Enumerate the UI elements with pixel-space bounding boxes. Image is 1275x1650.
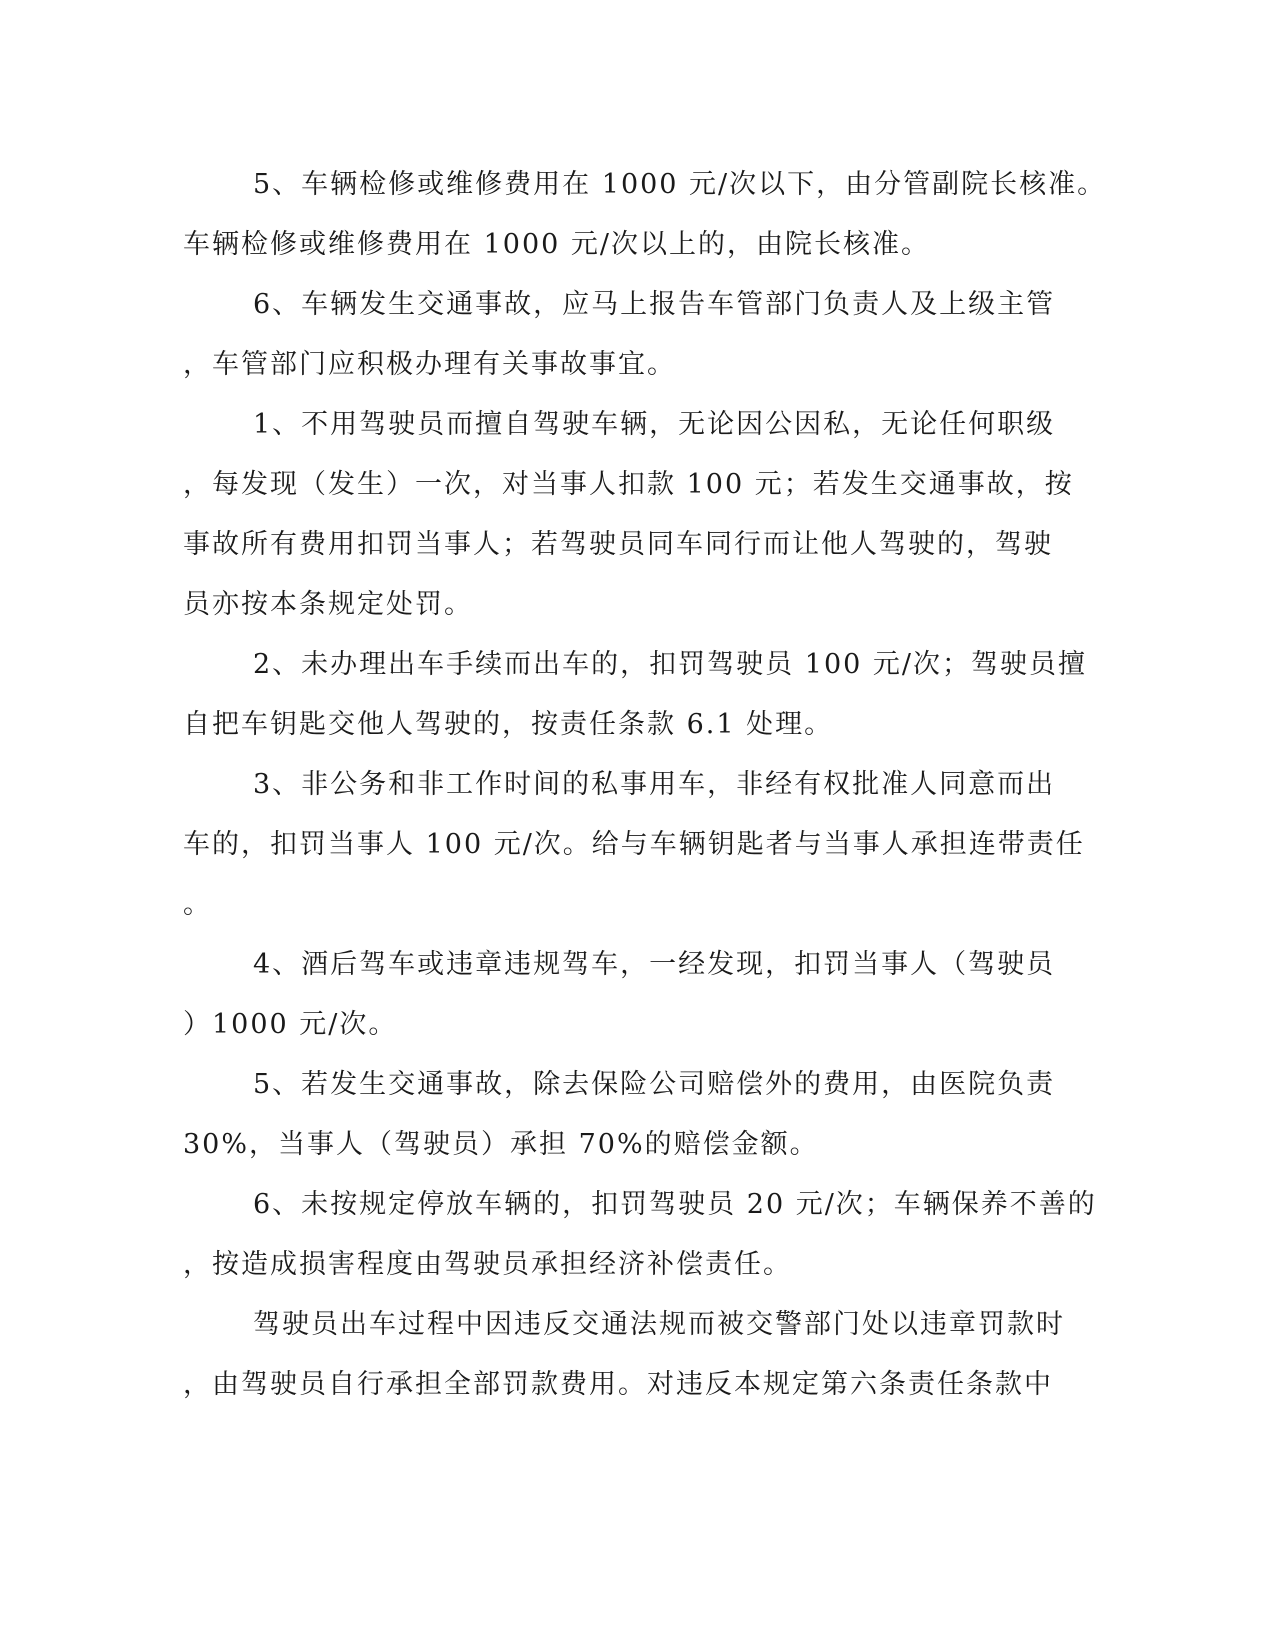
text-line: ，按造成损害程度由驾驶员承担经济补偿责任。 [183,1249,792,1280]
text-line: 6、未按规定停放车辆的，扣罚驾驶员 20 元/次；车辆保养不善的 [253,1189,1097,1220]
text-line: 30%，当事人（驾驶员）承担 70%的赔偿金额。 [183,1129,819,1160]
text-line: ，每发现（发生）一次，对当事人扣款 100 元；若发生交通事故，按 [183,469,1074,500]
text-line: ）1000 元/次。 [183,1009,398,1040]
text-line: 2、未办理出车手续而出车的，扣罚驾驶员 100 元/次；驾驶员擅 [253,649,1087,680]
text-line: 5、若发生交通事故，除去保险公司赔偿外的费用，由医院负责 [253,1069,1056,1100]
document-body [183,155,1107,1415]
text-line: 驾驶员出车过程中因违反交通法规而被交警部门处以违章罚款时 [253,1309,1065,1340]
text-line: 6、车辆发生交通事故，应马上报告车管部门负责人及上级主管 [253,289,1056,320]
text-line: 员亦按本条规定处罚。 [183,589,473,620]
text-line: 3、非公务和非工作时间的私事用车，非经有权批准人同意而出 [253,769,1056,800]
text-line: ，由驾驶员自行承担全部罚款费用。对违反本规定第六条责任条款中 [183,1369,1053,1400]
text-line: 。 [183,889,212,920]
text-line: 1、不用驾驶员而擅自驾驶车辆，无论因公因私，无论任何职级 [253,409,1056,440]
text-line: 车的，扣罚当事人 100 元/次。给与车辆钥匙者与当事人承担连带责任 [183,829,1085,860]
text-line: 自把车钥匙交他人驾驶的，按责任条款 6.1 处理。 [183,709,834,740]
text-line: 事故所有费用扣罚当事人；若驾驶员同车同行而让他人驾驶的，驾驶 [183,529,1053,560]
text-line: 5、车辆检修或维修费用在 1000 元/次以下，由分管副院长核准。 [253,169,1107,200]
text-line: 4、酒后驾车或违章违规驾车，一经发现，扣罚当事人（驾驶员 [253,949,1056,980]
text-line: ，车管部门应积极办理有关事故事宜。 [183,349,676,380]
text-line: 车辆检修或维修费用在 1000 元/次以上的，由院长核准。 [183,229,930,260]
